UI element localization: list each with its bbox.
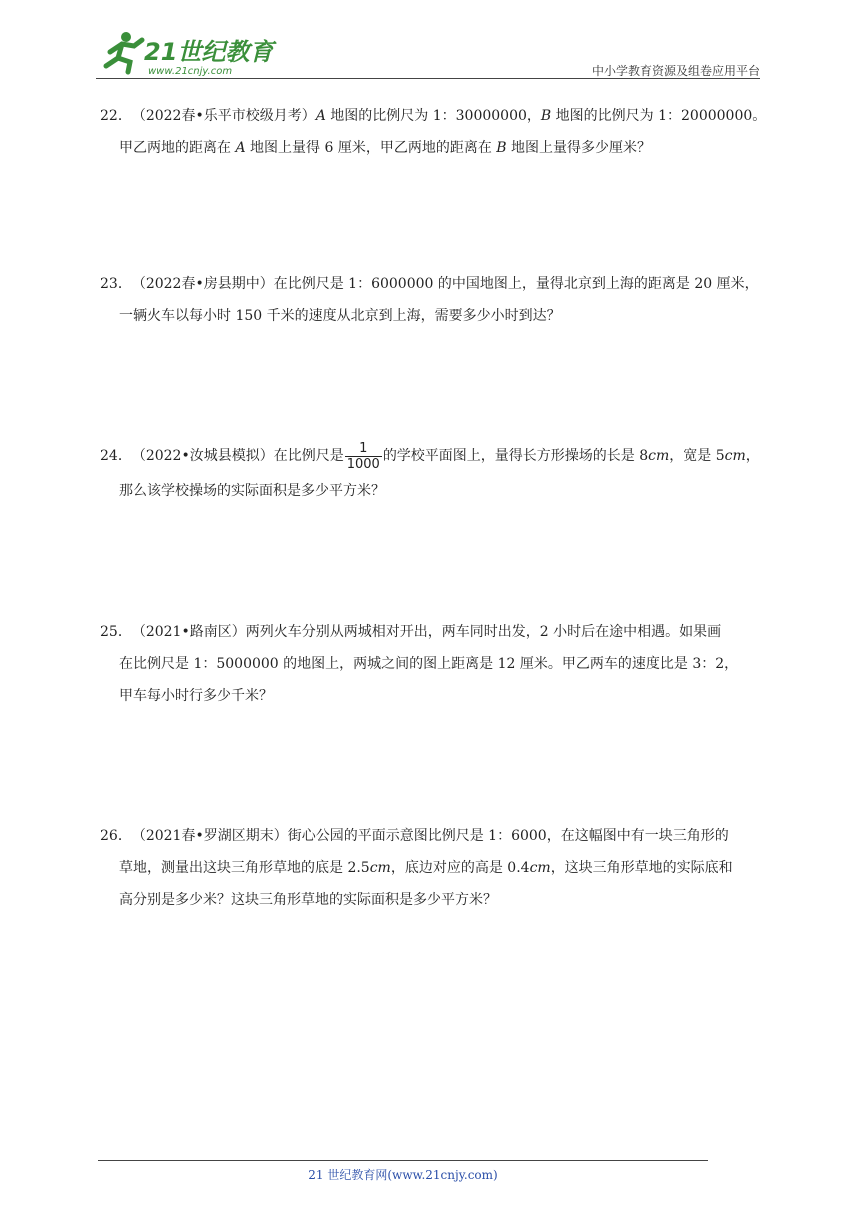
question-source: （2021春•罗湖区期末） bbox=[131, 828, 288, 844]
footer-divider bbox=[98, 1160, 708, 1161]
question-number: 22． bbox=[100, 108, 132, 124]
question-line: 22．（2022春•乐平市校级月考）A 地图的比例尺为 1：30000000，B 地图的比例尺为 1：20000000。 bbox=[100, 100, 765, 132]
question-number: 23． bbox=[100, 276, 132, 292]
question-line: 甲车每小时行多少千米？ bbox=[119, 688, 273, 704]
question-line: 甲乙两地的距离在 A 地图上量得 6 厘米，甲乙两地的距离在 B 地图上量得多少厘米？ bbox=[119, 140, 652, 156]
page-header bbox=[96, 30, 760, 78]
runner-logo-icon bbox=[96, 30, 296, 78]
question-line: 24．（2022•汝城县模拟）在比例尺是 $\frac{1}{1000}$ 的学校平面图上，量得长方形操场的长是 8cm，宽是 5cm， bbox=[100, 437, 765, 475]
question-line: 23．（2022春•房县期中）在比例尺是 1：6000000 的中国地图上，量得北京到上海的距离是 20 厘米， bbox=[100, 268, 765, 300]
question-line: 高分别是多少米？这块三角形草地的实际面积是多少平方米？ bbox=[119, 892, 497, 908]
question-line: 25．（2021•路南区）两列火车分别从两城相对开出，两车同时出发，2 小时后在途中相遇。如果画 bbox=[100, 616, 765, 648]
footer-link[interactable]: 21 世纪教育网(www.21cnjy.com) bbox=[308, 1168, 498, 1182]
question-26 bbox=[100, 820, 765, 916]
logo-url: www.21cnjy.com bbox=[148, 66, 233, 77]
question-source: （2021•路南区） bbox=[131, 624, 246, 640]
question-source: （2022•汝城县模拟） bbox=[131, 448, 274, 464]
question-23 bbox=[100, 268, 765, 332]
question-line: 草地，测量出这块三角形草地的底是 2.5cm，底边对应的高是 0.4cm，这块三角形草地的实际底和 bbox=[119, 860, 733, 876]
question-22 bbox=[100, 100, 765, 164]
question-24 bbox=[100, 437, 765, 507]
question-line: 一辆火车以每小时 150 千米的速度从北京到上海，需要多少小时到达？ bbox=[119, 308, 561, 324]
platform-name: 中小学教育资源及组卷应用平台 bbox=[591, 64, 760, 78]
logo-text: 21世纪教育 bbox=[144, 38, 274, 66]
question-25 bbox=[100, 616, 765, 712]
question-source: （2022春•乐平市校级月考） bbox=[131, 108, 316, 124]
question-number: 24． bbox=[100, 448, 132, 464]
question-number: 25． bbox=[100, 624, 132, 640]
question-line: 在比例尺是 1：5000000 的地图上，两城之间的图上距离是 12 厘米。甲乙两车的速度比是 3：2， bbox=[119, 656, 739, 672]
scale-fraction: $\frac{1}{1000}$ bbox=[346, 440, 380, 472]
header-divider bbox=[96, 78, 760, 79]
question-line: 26．（2021春•罗湖区期末）街心公园的平面示意图比例尺是 1：6000，在这幅图中有一块三角形的 bbox=[100, 820, 765, 852]
question-line: 那么该学校操场的实际面积是多少平方米？ bbox=[119, 483, 385, 499]
site-logo[interactable] bbox=[96, 30, 296, 78]
question-number: 26． bbox=[100, 828, 132, 844]
question-source: （2022春•房县期中） bbox=[131, 276, 274, 292]
